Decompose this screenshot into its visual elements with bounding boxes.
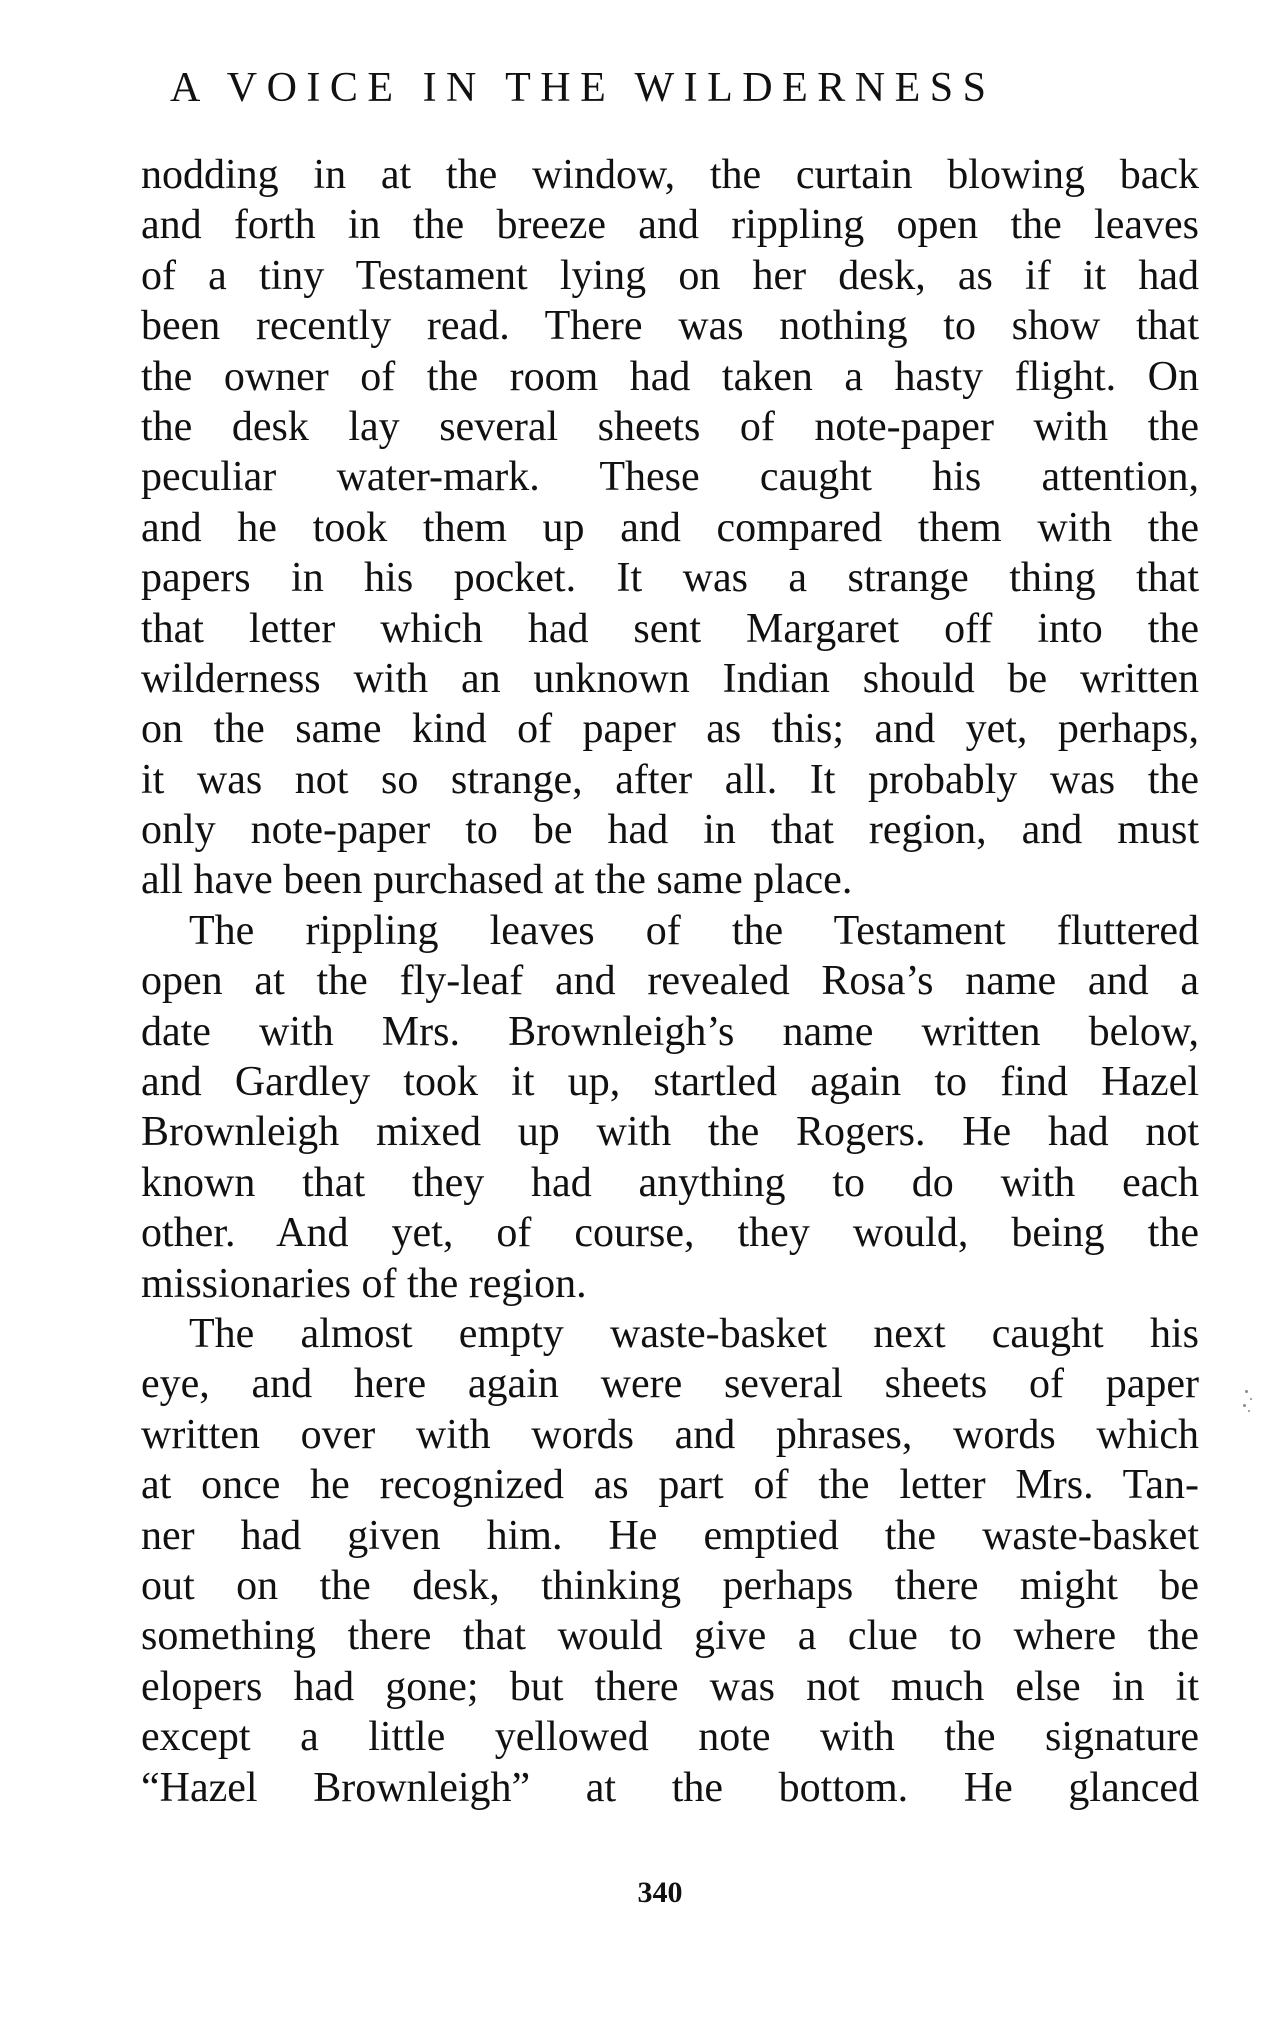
text-line: “Hazel Brownleigh” at the bottom. He glanced xyxy=(141,1764,1199,1811)
text-line: at once he recognized as part of the letter Mrs. Tan- xyxy=(141,1462,1199,1509)
text-line: the desk lay several sheets of note-paper with the xyxy=(141,403,1199,450)
text-line: elopers had gone; but there was not much else in it xyxy=(141,1663,1199,1710)
text-line: written over with words and phrases, words which xyxy=(141,1411,1199,1458)
text-line: out on the desk, thinking perhaps there might be xyxy=(141,1562,1199,1609)
text-line: it was not so strange, after all. It probably was the xyxy=(141,756,1199,803)
text-line: of a tiny Testament lying on her desk, as if it had xyxy=(141,252,1199,299)
text-line: missionaries of the region. xyxy=(141,1260,587,1307)
margin-speck xyxy=(1243,1404,1246,1407)
text-line: nodding in at the window, the curtain blowing back xyxy=(141,152,1199,198)
margin-speck xyxy=(1245,1390,1248,1393)
body-text xyxy=(141,150,1199,1813)
text-line: on the same kind of paper as this; and yet, perhaps, xyxy=(141,706,1199,753)
text-line: date with Mrs. Brownleigh’s name written below, xyxy=(141,1008,1199,1055)
text-line: the owner of the room had taken a hasty flight. On xyxy=(141,353,1199,400)
text-line: except a little yellowed note with the signature xyxy=(141,1714,1199,1761)
text-line: papers in his pocket. It was a strange thing that xyxy=(141,555,1199,602)
text-line: The rippling leaves of the Testament fluttered xyxy=(189,907,1199,954)
text-line: known that they had anything to do with each xyxy=(141,1159,1199,1206)
text-line: and Gardley took it up, startled again to find Hazel xyxy=(141,1059,1199,1106)
text-line: only note-paper to be had in that region, and must xyxy=(141,807,1199,854)
text-line: something there that would give a clue to where the xyxy=(141,1613,1199,1660)
text-line: other. And yet, of course, they would, being the xyxy=(141,1210,1199,1257)
text-line: eye, and here again were several sheets of paper xyxy=(141,1361,1199,1408)
text-line: open at the fly-leaf and revealed Rosa’s name and a xyxy=(141,958,1199,1005)
margin-speck xyxy=(1250,1398,1252,1400)
text-line: The almost empty waste-basket next caught his xyxy=(189,1310,1199,1357)
text-line: peculiar water-mark. These caught his attention, xyxy=(141,454,1199,501)
text-line: and he took them up and compared them with the xyxy=(141,504,1199,551)
margin-speck xyxy=(1248,1410,1250,1412)
text-line: Brownleigh mixed up with the Rogers. He had not xyxy=(141,1109,1199,1156)
text-line: ner had given him. He emptied the waste-basket xyxy=(141,1512,1199,1559)
text-line: been recently read. There was nothing to show that xyxy=(141,303,1199,350)
text-line: and forth in the breeze and rippling open the leaves xyxy=(141,202,1199,249)
text-line: that letter which had sent Margaret off into the xyxy=(141,605,1199,652)
page-number: 340 xyxy=(637,1876,683,1909)
text-line: wilderness with an unknown Indian should be written xyxy=(141,655,1199,702)
text-line: all have been purchased at the same place. xyxy=(141,857,853,904)
running-head-title: A VOICE IN THE WILDERNESS xyxy=(170,65,996,111)
